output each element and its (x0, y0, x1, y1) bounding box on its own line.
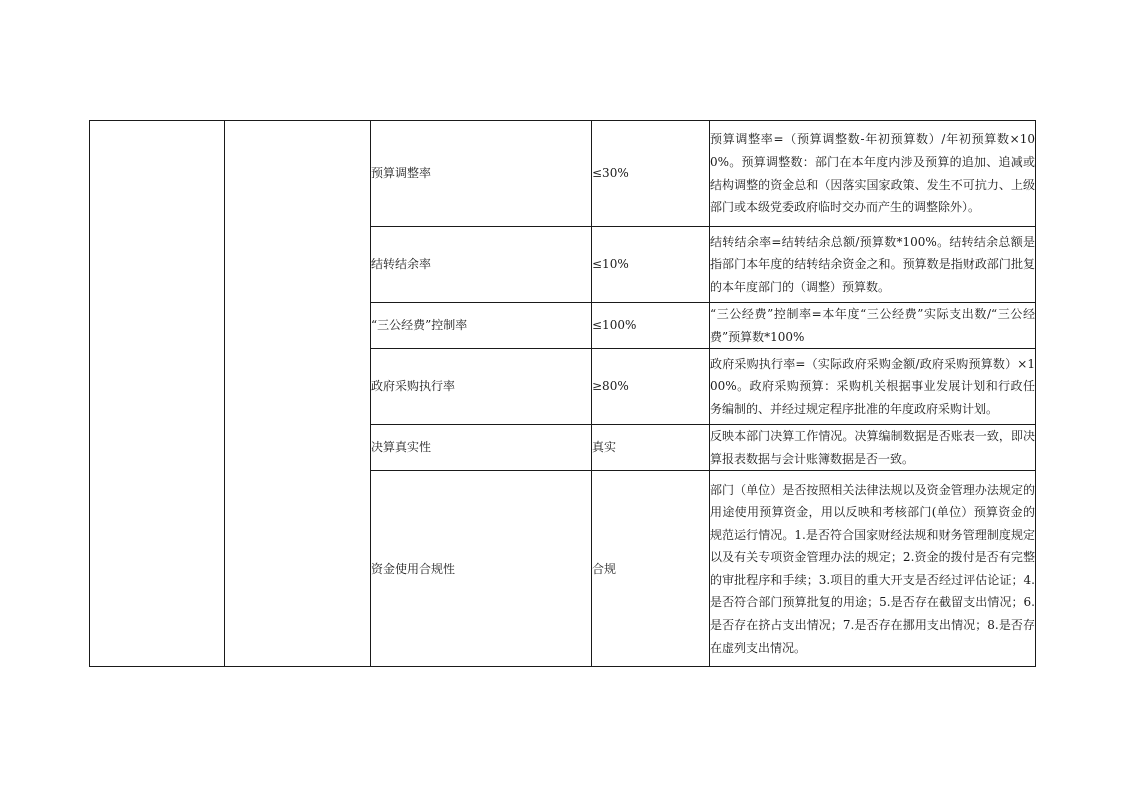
indicator-description-text: 预算调整率=（预算调整数-年初预算数）/年初预算数×100%。预算调整数：部门在本年度内涉及预算的追加、追减或结构调整的资金总和（因落实国家政策、发生不可抗力、上级部门或本级党委政府临时交办而产生的调整除外）。 (710, 132, 1035, 215)
level2-indicator-cell (225, 121, 371, 667)
indicator-target: ≤10% (592, 227, 710, 303)
performance-indicator-table (89, 120, 1036, 667)
indicator-target: ≤100% (592, 303, 710, 349)
indicator-description-text: 结转结余率=结转结余总额/预算数*100%。结转结余总额是指部门本年度的结转结余资金之和。预算数是指财政部门批复的本年度部门的（调整）预算数。 (710, 234, 1035, 294)
indicator-target: 真实 (592, 425, 710, 471)
indicator-target: 合规 (592, 471, 710, 667)
indicator-description (710, 471, 1036, 667)
indicator-name: 资金使用合规性 (371, 471, 592, 667)
indicator-description (710, 349, 1036, 425)
indicator-target: ≤30% (592, 121, 710, 227)
indicator-name: 结转结余率 (371, 227, 592, 303)
indicator-description-text: 政府采购执行率=（实际政府采购金额/政府采购预算数）×100%。政府采购预算：采购机关根据事业发展计划和行政任务编制的、并经过规定程序批准的年度政府采购计划。 (710, 356, 1035, 416)
indicator-name: 预算调整率 (371, 121, 592, 227)
indicator-description (710, 227, 1036, 303)
indicator-name: 决算真实性 (371, 425, 592, 471)
indicator-description (710, 425, 1036, 471)
indicator-name: 政府采购执行率 (371, 349, 592, 425)
table-row (90, 121, 1036, 227)
indicator-name: “三公经费”控制率 (371, 303, 592, 349)
indicator-description-text: 反映本部门决算工作情况。决算编制数据是否账表一致，即决算报表数据与会计账簿数据是否一致。 (710, 429, 1035, 466)
indicator-target: ≥80% (592, 349, 710, 425)
level1-indicator-cell (90, 121, 225, 667)
indicator-description (710, 303, 1036, 349)
indicator-description (710, 121, 1036, 227)
indicator-description-text: 部门（单位）是否按照相关法律法规以及资金管理办法规定的用途使用预算资金，用以反映和考核部门(单位）预算资金的规范运行情况。1.是否符合国家财经法规和财务管理制度规定以及有关专项资金管理办法的规定；2.资金的拨付是否有完整的审批程序和手续；3.项目的重大开支是否经过评估论证；4.是否符合部门预算批复的用途；5.是否存在截留支出情况；6.是否存在挤占支出情况；7.是否存在挪用支出情况；8.是否存在虚列支出情况。 (710, 482, 1035, 655)
indicator-description-text: “三公经费”控制率=本年度“三公经费”实际支出数/“三公经费”预算数*100% (710, 307, 1035, 344)
